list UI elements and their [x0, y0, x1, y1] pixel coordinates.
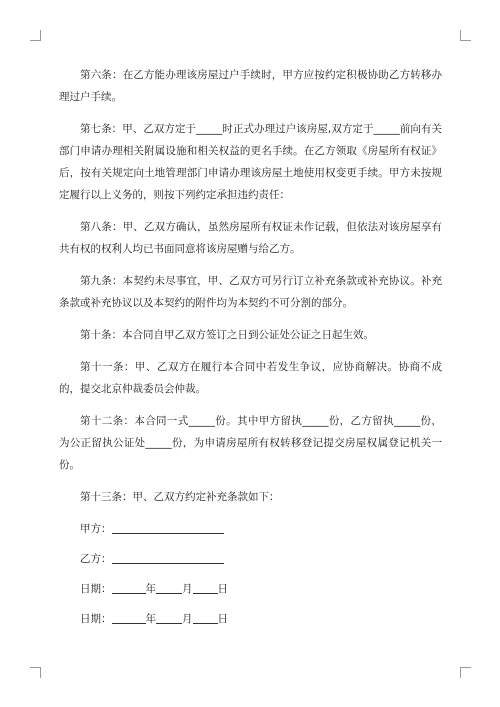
crop-mark-bottom-left — [30, 667, 41, 678]
clause-11: 第十一条：甲、乙双方在履行本合同中若发生争议，应协商解决。协商不成的，提交北京仲裁委员会仲裁。 — [59, 361, 442, 395]
party-b-label: 乙方： — [80, 553, 112, 565]
date-label: 日期： — [80, 613, 112, 625]
document-body — [59, 64, 442, 638]
day-char: 日 — [217, 613, 228, 625]
crop-mark-bottom-right — [460, 667, 471, 678]
date-label: 日期： — [80, 583, 112, 595]
clause-9: 第九条：本契约未尽事宜，甲、乙双方可另行订立补充条款或补充协议。补充条款或补充协议以及本契约的附件均为本契约不可分割的部分。 — [59, 275, 442, 309]
month-blank[interactable] — [156, 580, 182, 594]
year-char: 年 — [145, 613, 156, 625]
clause-8: 第八条：甲、乙双方确认，虽然房屋所有权证未作记载，但依法对该房屋享有共有权的权利人均已书面同意将该房屋赠与给乙方。 — [59, 221, 442, 255]
party-a-label: 甲方： — [80, 523, 112, 535]
day-blank[interactable] — [193, 610, 218, 624]
month-char: 月 — [182, 583, 193, 595]
party-a-signature-line — [59, 518, 442, 548]
crop-mark-top-left — [30, 30, 41, 41]
year-char: 年 — [145, 583, 156, 595]
party-b-blank[interactable] — [112, 550, 224, 564]
day-char: 日 — [217, 583, 228, 595]
clause-12: 第十二条：本合同一式_____份。其中甲方留执_____份，乙方留执_____份，为公正留执公证处_____份，为申请房屋所有权转移登记提交房屋权属登记机关一份。 — [59, 415, 442, 471]
party-b-signature-line — [59, 548, 442, 578]
day-blank[interactable] — [193, 580, 218, 594]
year-blank[interactable] — [112, 610, 146, 624]
month-char: 月 — [182, 613, 193, 625]
date-line-1 — [59, 578, 442, 608]
party-a-blank[interactable] — [112, 520, 224, 534]
crop-mark-top-right — [460, 30, 471, 41]
clause-6: 第六条：在乙方能办理该房屋过户手续时，甲方应按约定积极协助乙方转移办理过户手续。 — [59, 69, 442, 103]
month-blank[interactable] — [156, 610, 182, 624]
clause-7: 第七条：甲、乙双方定于_____时正式办理过户该房屋,双方定于_____前向有关部门申请办理相关附属设施和相关权益的更名手续。在乙方领取《房屋所有权证》后，按有关规定向土地管理部门申请办理该房屋土地使用权变更手续。甲方未按规定履行以上义务的，则按下列约定承担违约责任： — [59, 123, 442, 201]
clause-13: 第十三条：甲、乙双方约定补充条款如下： — [80, 491, 280, 503]
year-blank[interactable] — [112, 580, 146, 594]
date-line-2 — [59, 608, 442, 638]
clause-10: 第十条：本合同自甲乙双方签订之日到公证处公证之日起生效。 — [80, 329, 374, 341]
